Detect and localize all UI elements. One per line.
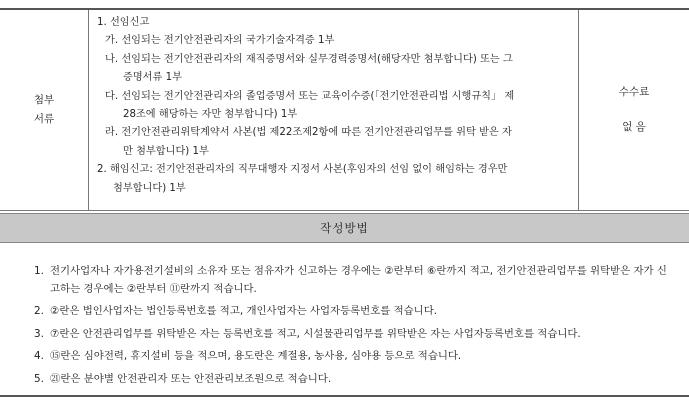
attachment-item-1: 1. 선임신고 [97,17,150,28]
attachments-label-cell [0,10,89,210]
attachment-item-1a: 가. 선임되는 전기안전관리자의 국가기술자격증 1부 [105,35,335,47]
method-item-number: 5. [34,372,44,385]
method-item-number: 4. [34,350,44,363]
method-item-number: 1. [34,265,44,277]
attachment-item-1b: 나. 선임되는 전기안전관리자의 재직증명서와 실무경력증명서(해당자만 첨부합니다) 또는 그 [105,53,513,65]
method-item [34,370,674,388]
attachment-item-1c: 다. 선임되는 전기안전관리자의 졸업증명서 또는 교육이수증(「전기안전관리법 시행규칙」 제 [105,90,515,102]
method-item-text: ㉑란은 분야별 안전관리자 또는 안전관리보조원으로 적습니다. [50,372,332,385]
method-item-number: 2. [34,305,44,318]
method-item [34,302,674,320]
attachments-label-line2: 서류 [33,113,55,125]
attachment-item-1c-cont: 28조에 해당하는 자만 첨부합니다) 1부 [123,109,298,121]
method-list [34,262,674,392]
method-item-text: ⑦란은 안전관리업무를 위탁받은 자는 등록번호를 적고, 시설물관리업무를 위탁받은 자는 사업자등록번호를 적습니다. [50,327,581,340]
method-title: 작성방법 [320,221,369,235]
method-item-text: ⑮란은 심야전력, 휴지설비 등을 적으며, 용도란은 계절용, 농사용, 심야용 등으로 적습니다. [50,350,462,363]
method-item-text: 전기사업자나 자가용전기설비의 소유자 또는 점유자가 신고하는 경우에는 ②란부터 ⑥란까지 적고, 전기안전관리업무를 위탁받은 자가 신고하는 경우에는 ②란부터 ⑪란까지 적습니다. [50,265,667,295]
method-item [34,325,674,343]
attachment-item-1b-cont: 증명서류 1부 [123,72,182,84]
method-item [34,262,674,298]
method-item [34,347,674,365]
attachment-item-1d-cont: 만 첨부합니다) 1부 [123,145,209,157]
method-header [0,213,689,243]
attachments-content-cell [89,10,579,210]
attachment-item-1d: 라. 전기안전관리위탁계약서 사본(법 제22조제2항에 따른 전기안전관리업무를 위탁 받은 자 [105,127,512,139]
fee-label: 수수료 [618,86,650,98]
method-item-number: 3. [34,327,44,340]
attachments-label-line1: 첨부 [33,94,55,106]
attachment-item-2: 2. 해임신고: 전기안전관리자의 직무대행자 지정서 사본(후임자의 선임 없이 해임하는 경우만 [97,164,508,176]
bottom-divider [0,395,689,397]
fee-cell [579,10,689,210]
method-item-text: ②란은 법인사업자는 법인등록번호를 적고, 개인사업자는 사업자등록번호를 적습니다. [50,305,438,318]
attachment-item-2-cont: 첨부합니다) 1부 [113,182,186,194]
fee-value: 없 음 [622,121,646,133]
attachments-table [0,8,689,211]
